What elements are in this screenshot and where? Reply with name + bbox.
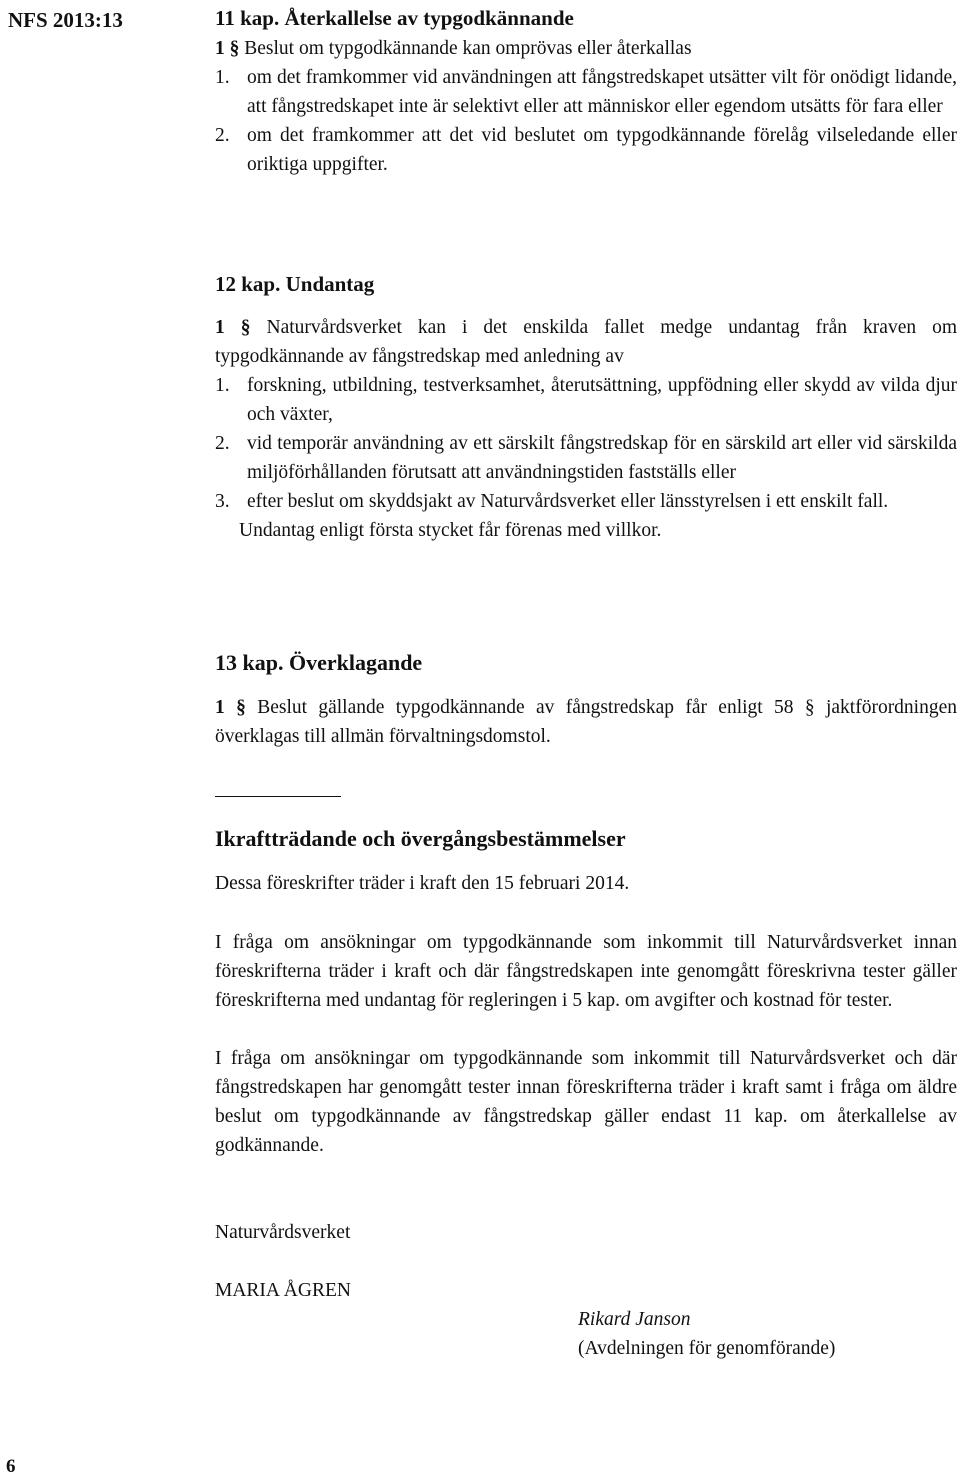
department-name: (Avdelningen för genomförande): [578, 1338, 836, 1359]
list-item: [215, 121, 957, 179]
item-text: vid temporär användning av ett särskilt fångstredskap för en särskild art eller vid särskilda miljöförhållanden förutsatt att användningstiden fastställs eller: [247, 433, 957, 483]
transition-provisions: [215, 824, 957, 1160]
chapter-12-title: 12 kap. Undantag: [215, 272, 375, 296]
item-number: 2.: [215, 433, 230, 454]
co-signatory-name: Rikard Janson: [578, 1309, 691, 1330]
section-text: Naturvårdsverket kan i det enskilda fallet medge undantag från kraven om typgodkännande av fångstredskap med anledning av: [215, 317, 958, 367]
signatory-name: MARIA ÅGREN: [215, 1280, 351, 1301]
item-text: forskning, utbildning, testverksamhet, återutsättning, uppfödning eller skydd av vilda djur och växter,: [247, 375, 957, 425]
agency-name: Naturvårdsverket: [215, 1222, 351, 1243]
chapter-11-section-1: [215, 34, 957, 63]
item-number: 2.: [215, 125, 230, 146]
section-number: 1 §: [215, 317, 251, 338]
chapter-13: [215, 648, 957, 751]
section-number: 1 §: [215, 38, 240, 59]
transition-title: Ikraftträdande och övergångsbestämmelser: [215, 826, 626, 851]
section-text: Beslut om typgodkännande kan omprövas eller återkallas: [244, 38, 692, 59]
item-number: 3.: [215, 491, 230, 512]
list-item: [215, 371, 957, 429]
section-number: 1 §: [215, 697, 246, 718]
transition-paragraph: I fråga om ansökningar om typgodkännande som inkommit till Naturvårdsverket innan föreskrifterna träder i kraft och där fångstredskapen inte genomgått föreskrivna tester gäller föreskrifterna med undantag för regleringen i 5 kap. om avgifter och kostnad för tester.: [215, 932, 957, 1011]
chapter-13-section-1: [215, 693, 957, 751]
transition-paragraph: I fråga om ansökningar om typgodkännande som inkommit till Naturvårdsverket och där fångstredskapen har genomgått tester innan föreskrifterna träder i kraft samt i fråga om äldre beslut om typgodkännande av fångstredskap gäller endast 11 kap. om återkallelse av godkännande.: [215, 1048, 957, 1156]
chapter-13-title: 13 kap. Överklagande: [215, 650, 423, 675]
list-item: [215, 487, 957, 516]
page-number: 6: [6, 1456, 16, 1477]
item-text: efter beslut om skyddsjakt av Naturvårdsverket eller länsstyrelsen i ett enskilt fall.: [247, 491, 889, 512]
chapter-11-title: 11 kap. Återkallelse av typgodkännande: [215, 6, 574, 30]
entry-into-force-paragraph: Dessa föreskrifter träder i kraft den 15 februari 2014.: [215, 873, 630, 894]
item-number: 1.: [215, 67, 230, 88]
list-item: [215, 63, 957, 121]
chapter-12-section-1: [215, 313, 957, 371]
section-divider: [215, 796, 341, 797]
item-number: 1.: [215, 375, 230, 396]
document-series-label: NFS 2013:13: [8, 8, 123, 32]
item-text: om det framkommer att det vid beslutet om typgodkännande förelåg vilseledande eller oriktiga uppgifter.: [247, 125, 957, 175]
section-text: Beslut gällande typgodkännande av fångstredskap får enligt 58 § jaktförordningen överklagas till allmän förvaltningsdomstol.: [215, 697, 958, 747]
chapter-12: [215, 270, 957, 545]
list-item: [215, 429, 957, 487]
chapter-11: [215, 4, 957, 179]
closing-paragraph: Undantag enligt första stycket får förenas med villkor.: [239, 520, 662, 541]
item-text: om det framkommer vid användningen att fångstredskapet utsätter vilt för onödigt lidande, att fångstredskapet inte är selektivt eller att människor eller egendom utsätts för fara eller: [247, 67, 957, 117]
